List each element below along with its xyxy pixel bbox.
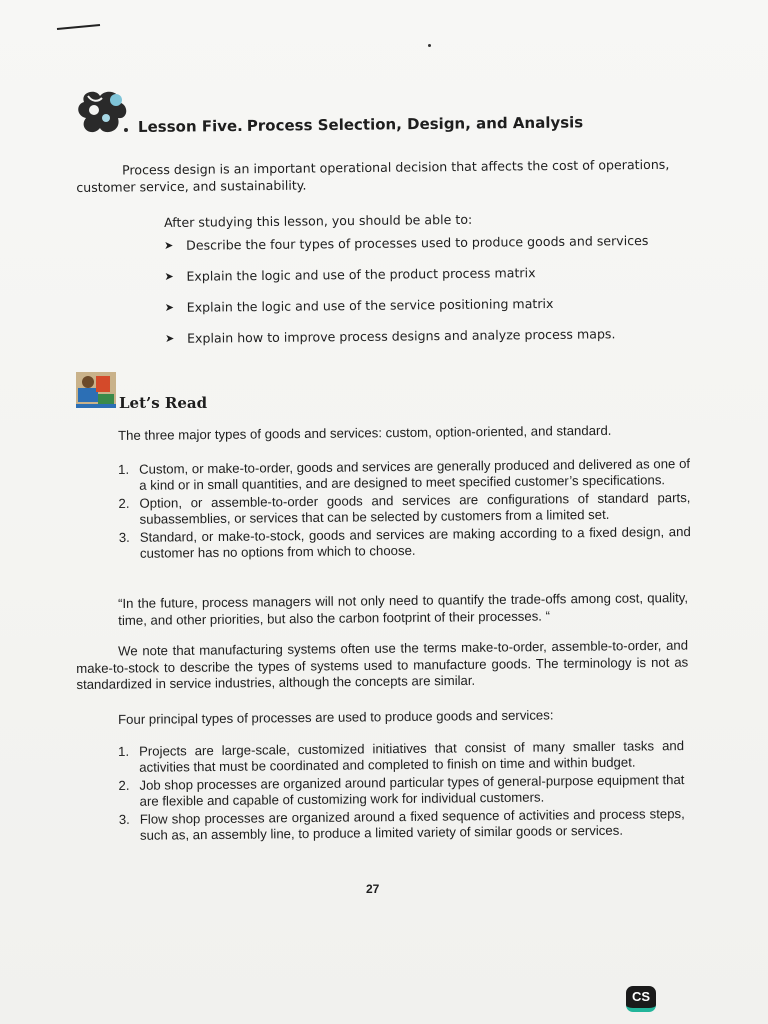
camscanner-badge[interactable]: CS: [626, 986, 656, 1012]
page-number: 27: [366, 882, 380, 896]
lesson-title: [138, 113, 583, 136]
list-item: 2. Job shop processes are organized around particular types of general-purpose equipment that are flexible and capable of customizing work for individual customers.: [118, 772, 685, 809]
lesson-header: [76, 88, 696, 144]
list-item: 1. Projects are large-scale, customized initiatives that consist of many smaller tasks and activities that must be coordinated and completed to finish on time and within budget.: [118, 738, 685, 775]
process-types-list: [118, 738, 685, 846]
list-item: ➤ Explain the logic and use of the service positioning matrix: [164, 295, 554, 315]
arrow-bullet-icon: ➤: [164, 269, 174, 283]
lets-read-title: Let’s Read: [119, 394, 208, 412]
arrow-bullet-icon: ➤: [164, 300, 175, 314]
quote-paragraph: “In the future, process managers will not only need to quantify the trade-offs among cost, quality, time, and other priorities, but also the carbon footprint of their processes. “: [118, 590, 689, 628]
reading-illustration-icon: [74, 370, 118, 410]
lesson-illustration-icon: [76, 88, 134, 140]
list-item: 3. Flow shop processes are organized around a fixed sequence of activities and process steps, such as, an assembly line, to produce a limited variety of similar goods or services.: [118, 806, 685, 843]
lesson-number: Lesson Five.: [137, 116, 243, 136]
list-item: 2. Option, or assemble-to-order goods and services are configurations of standard parts, subassemblies, or services that can be selected by customers from a limited set.: [118, 490, 691, 527]
arrow-bullet-icon: ➤: [164, 331, 175, 345]
list-item: ➤ Explain the logic and use of the product process matrix: [164, 265, 536, 284]
note-paragraph: We note that manufacturing systems often use the terms make-to-order, assemble-to-order, and make-to-stock to describe the types of systems used to manufacture goods. The terminology is not as standardized in service industries, although the concepts are similar.: [76, 637, 689, 692]
list-item: ➤ Explain how to improve process designs and analyze process maps.: [164, 326, 616, 346]
pen-mark: [56, 24, 102, 30]
goods-types-list: [118, 456, 691, 564]
lesson-subtitle: Process Selection, Design, and Analysis: [246, 113, 584, 135]
intro-paragraph: Process design is an important operational decision that affects the cost of operations, customer service, and sustainability.: [76, 156, 670, 195]
list-item: 1. Custom, or make-to-order, goods and services are generally produced and delivered as one of a kind or in small quantities, and are designed to meet specified customer’s specifications.: [118, 456, 691, 493]
objectives-intro: After studying this lesson, you should be able to:: [164, 211, 473, 230]
types-intro: The three major types of goods and services: custom, option-oriented, and standard.: [118, 422, 612, 443]
objectives-list: [164, 232, 695, 362]
stray-dot: [428, 44, 431, 47]
lets-read-header: [74, 370, 274, 414]
processes-intro: Four principal types of processes are used to produce goods and services:: [118, 707, 554, 727]
list-item: 3. Standard, or make-to-stock, goods and services are making according to a fixed design, and customer has no options from which to choose.: [118, 524, 691, 561]
arrow-bullet-icon: ➤: [164, 238, 174, 252]
list-item: ➤ Describe the four types of processes used to produce goods and services: [164, 232, 649, 253]
